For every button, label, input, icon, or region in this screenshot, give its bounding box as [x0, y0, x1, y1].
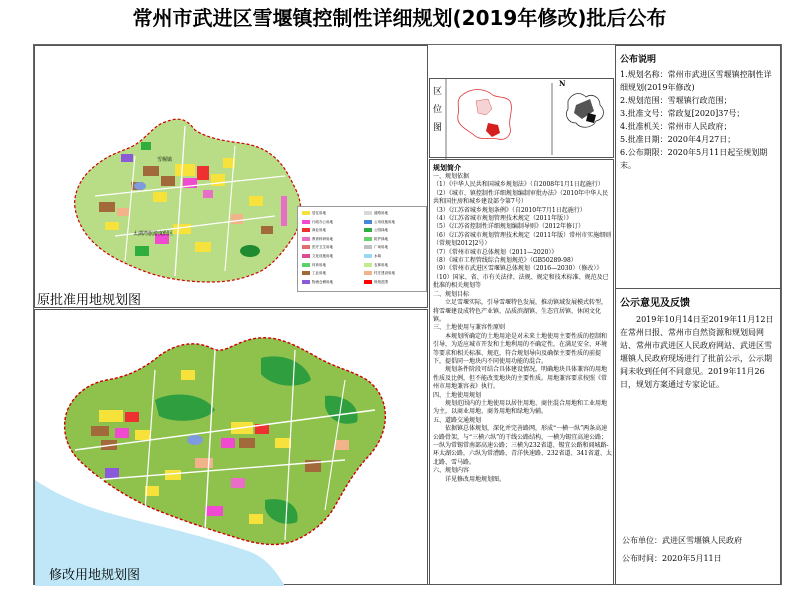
legend-item [302, 263, 360, 268]
publish-unit: 公布单位：武进区雪堰镇人民政府 [622, 536, 742, 545]
legend-item [302, 271, 360, 276]
legend-label: 教育科研用地 [312, 236, 333, 241]
goal-text: 立足雪堰实际，引导雪堰特色发展，推动镇域发展模式转型，将雪堰建设成特色产业镇、品质滨湖镇、生态宜居镇、休闲文化镇。 [433, 299, 608, 323]
legend-label: 水域 [374, 254, 381, 258]
footer-block [622, 532, 778, 568]
legend-item [364, 220, 422, 225]
content-heading: 六、规划内容 [433, 467, 470, 475]
original-map-resort-label: 太湖湾旅游度假区 [133, 231, 174, 237]
location-label-char-1: 区 [433, 87, 443, 97]
legend-item [302, 220, 360, 225]
legend-swatch [302, 228, 310, 232]
basis-item: （4）《江苏省城市规划管理技术规定（2011年版）》 [433, 215, 573, 223]
legend-item [364, 271, 422, 276]
opinions-heading: 公示意见及反馈 [620, 298, 690, 309]
legend-swatch [364, 228, 372, 232]
legend-item [364, 263, 422, 268]
basis-item: （2）《城市、镇控制性详细规划编制审批办法》（2010年中华人民共和国住房和城乡建设部令第7号） [433, 189, 609, 206]
notice-item: 3.批准文号：常政复[2020]37号； [620, 109, 745, 118]
legend-swatch [302, 220, 310, 224]
basis-item: （10）国家、省、市有关法律、法规、规定和技术标准、规范及已批准的相关规划等 [433, 273, 609, 290]
notice-item: 2.规划范围：雪堰镇行政范围； [620, 96, 732, 105]
legend-item [364, 228, 422, 233]
legend-label: 工业用地 [312, 271, 326, 276]
legend-item [364, 254, 422, 259]
basis-item: （7）《常州市城市总体规划（2011—2020）》 [433, 248, 558, 256]
basis-list [433, 181, 612, 290]
notice-item: 1.规划名称：常州市武进区雪堰镇控制性详细规划(2019年修改) [620, 70, 772, 92]
legend-item [302, 211, 360, 216]
legend-swatch [364, 220, 372, 224]
legend-label: 商业用地 [312, 228, 326, 233]
location-map [430, 79, 615, 159]
legend-swatch [302, 271, 310, 275]
legend-label: 体育用地 [312, 262, 326, 267]
legend-label: 行政办公用地 [312, 219, 333, 224]
legend-item [364, 237, 422, 242]
summary-content [433, 163, 612, 484]
legend-items [298, 207, 426, 291]
original-map-caption: 原批准用地规划图 [37, 293, 142, 308]
opinions-content [620, 294, 778, 391]
notice-item: 6.公布期限：2020年5月11日起至规划期末。 [620, 148, 768, 170]
basis-item: （9）《常州市武进区雪堰镇总体规划（2016—2030）（修改）》 [433, 265, 603, 273]
legend-swatch [364, 271, 372, 275]
basis-item: （3）《江苏省城乡规划条例》（自2010年7月1日起施行） [433, 206, 586, 214]
legend-swatch [364, 280, 372, 284]
legend-label: 道路用地 [374, 211, 388, 215]
legend-label: 农林用地 [374, 262, 388, 267]
legend-swatch [364, 263, 372, 267]
legend-swatch [302, 254, 310, 258]
summary-panel [429, 159, 614, 585]
land-text: 本规划所确定的土地用途是对未来土地使用主要性质的控制和引导，为适应城市开发和土地利用的不确定性，在满足安全、环境等要求和相关标准、规范，符合规划导向及确保主要性质的前提下，提倡同一地块内不同使用功能的混合。 [433, 332, 608, 365]
publish-date: 公布时间：2020年5月11日 [622, 554, 722, 563]
revised-map-panel [34, 309, 428, 585]
legend-swatch [302, 245, 310, 249]
basis-item: （5）《江苏省控制性详细规划编制导则》（2012年修订） [433, 223, 585, 231]
legend-label: 广场用地 [374, 245, 388, 250]
summary-heading: 规划简介 [433, 163, 461, 172]
legend-item [364, 211, 422, 216]
legend-item [302, 245, 360, 250]
legend-swatch [302, 263, 310, 267]
legend-label: 公用设施用地 [374, 219, 395, 224]
revised-land-use-map [35, 310, 429, 586]
legend-item [302, 237, 360, 242]
basis-item: （1）《中华人民共和国城乡规划法》（自2008年1月1日起施行） [433, 181, 604, 189]
basis-heading: 一、规划依据 [433, 173, 470, 180]
legend-swatch [364, 237, 372, 241]
goal-heading: 二、规划目标 [433, 290, 470, 298]
land-text-2: 规划条件阶段可结合具体建设情况，明确地块具体兼容的用地性质及比例，但不能改变地块的主要性质。用地兼容要求按照《常州市用地兼容表》执行。 [433, 366, 608, 391]
legend-label: 文化设施用地 [312, 254, 333, 258]
notice-item: 5.批准日期：2020年4月27日； [620, 135, 736, 144]
legend-label: 公园绿地 [374, 228, 388, 233]
basis-item: （6）《江苏省城市规划管理技术规定（2011年版）常州市实施细则（常规划2012]2号） [433, 231, 612, 248]
legend-swatch [364, 245, 372, 249]
legend [297, 206, 427, 292]
original-map-place-label: 雪堰镇 [157, 157, 173, 163]
original-map-panel [34, 45, 428, 308]
legend-swatch [364, 254, 372, 258]
legend-item [302, 254, 360, 259]
location-label-char-2: 位 [433, 105, 443, 115]
legend-label: 规划范围 [374, 279, 388, 284]
notice-item: 4.批准机关：常州市人民政府； [620, 122, 732, 131]
notice-panel [615, 45, 781, 585]
legend-label: 村庄建设用地 [374, 271, 395, 276]
location-map-panel [429, 78, 614, 158]
legend-item [364, 280, 422, 285]
content-text: 详见修改用地规划图。 [445, 475, 506, 483]
revised-map-caption: 修改用地规划图 [49, 568, 141, 583]
legend-swatch [364, 211, 372, 215]
legend-label: 居住用地 [312, 211, 326, 215]
page-title: 常州市武进区雪堰镇控制性详细规划(2019年修改)批后公布 [132, 6, 667, 30]
opinions-divider [616, 288, 780, 289]
opinions-text: 2019年10月14日至2019年11月12日在常州日报、常州市自然资源和规划局网站、常州市武进区人民政府网站、武进区雪堰镇人民政府现场进行了批前公示，公示期间未收到任何不同意见。2019年11月26日，规划方案通过专家论证。 [620, 315, 774, 389]
legend-swatch [302, 237, 310, 241]
use-text: 规划范围内的土地使用以居住用地、商住混合用地和工业用地为主，以商业用地、商务用地和绿地为辅。 [433, 399, 608, 416]
legend-label: 物流仓储用地 [312, 279, 333, 284]
legend-swatch [302, 211, 310, 215]
road-text: 依据镇总体规划，深化并完善路网，形成“一横一纵”两条高速公路骨架，与“三横六纵”的干线公路结构，一横为锡宜高速公路；一纵为常锡常南部高速公路；三横为232省道、锡宜公路和闾城路-环太湖公路，六纵为常漕路、青洋快速路、232省道、341省道、太北路、雪马路。 [433, 425, 612, 466]
legend-item [302, 280, 360, 285]
location-label-char-3: 图 [433, 123, 443, 133]
north-arrow: N [559, 79, 566, 88]
legend-swatch [302, 280, 310, 284]
notice-heading: 公布说明 [620, 55, 657, 65]
road-heading: 五、道路交通规划 [433, 416, 482, 424]
legend-item [364, 245, 422, 250]
use-heading: 四、土地使用规划 [433, 391, 482, 399]
basis-item: （8）《城市工程管线综合规划规范》（GB50289-98） [433, 257, 577, 265]
notice-content [620, 52, 778, 172]
legend-label: 医疗卫生用地 [312, 245, 333, 250]
legend-item [302, 228, 360, 233]
land-heading: 三、土地使用与兼容性原则 [433, 324, 506, 332]
legend-label: 防护绿地 [374, 236, 388, 241]
